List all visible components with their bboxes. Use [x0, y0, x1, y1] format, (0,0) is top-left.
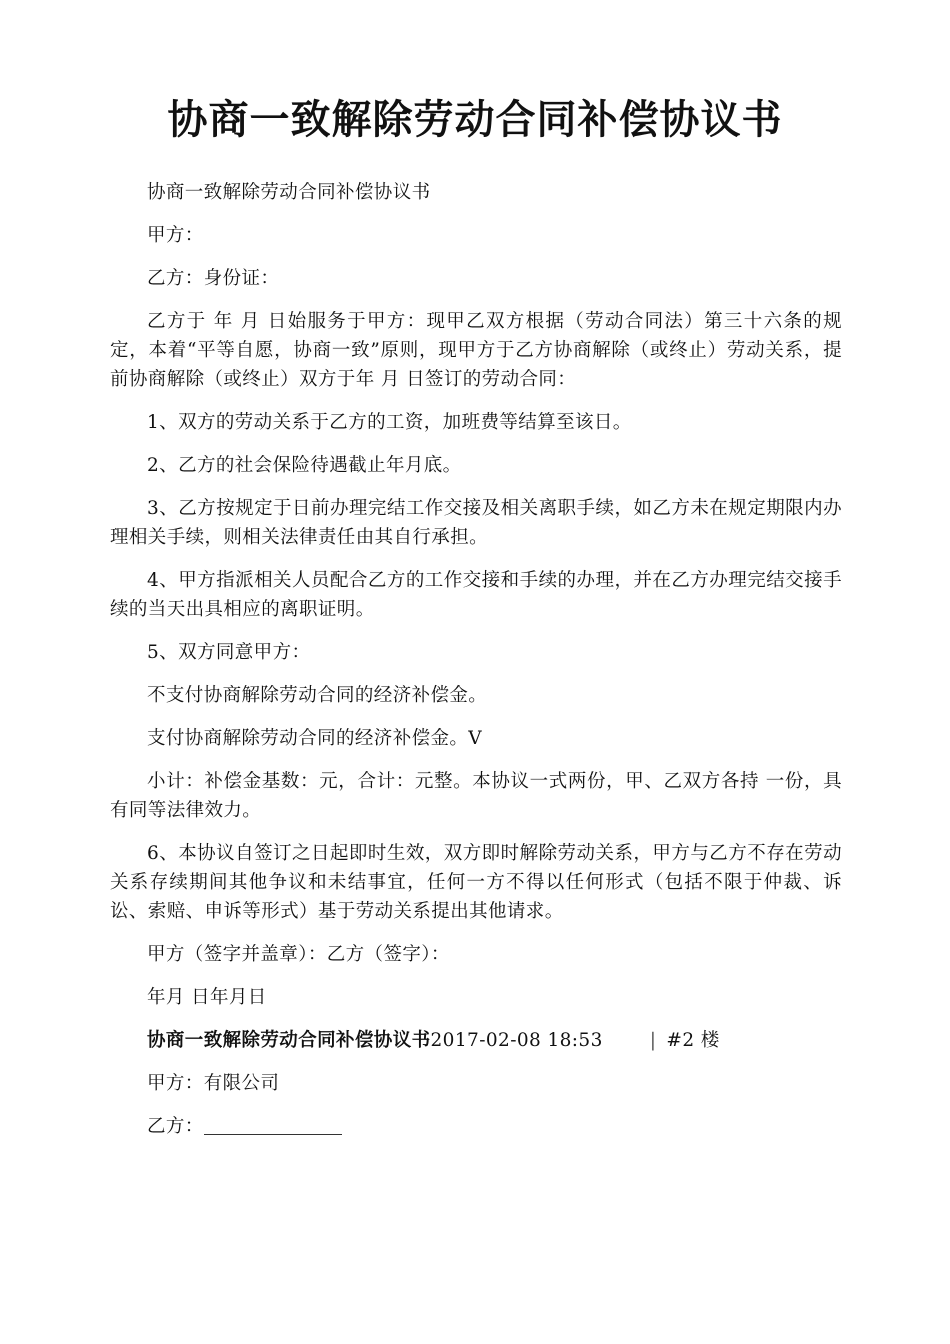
party-b-label: 乙方： — [147, 1116, 204, 1137]
post-timestamp: 2017-02-08 18:53 — [430, 1030, 603, 1051]
post-separator: | — [649, 1030, 657, 1051]
paragraph-party-a-company: 甲方：有限公司 — [147, 1073, 280, 1094]
paragraph-clause-6: 6、本协议自签订之日起即时生效，双方即时解除劳动关系，甲方与乙方不存在劳动关系存续期间其他争议和未结事宜，任何一方不得以任何形式（包括不限于仲裁、诉讼、索赔、申诉等形式）基于劳动关系提出其他请求。 — [110, 843, 842, 922]
paragraph-preamble: 乙方于 年 月 日始服务于甲方：现甲乙双方根据（劳动合同法）第三十六条的规定，本着“平等自愿，协商一致”原则，现甲方于乙方协商解除（或终止）劳动关系，提前协商解除（或终止）双方于年 月 日签订的劳动合同： — [110, 311, 842, 390]
paragraph-clause-4: 4、甲方指派相关人员配合乙方的工作交接和手续的办理，并在乙方办理完结交接手续的当天出具相应的离职证明。 — [110, 570, 842, 620]
paragraph-clause-3: 3、乙方按规定于日前办理完结工作交接及相关离职手续，如乙方未在规定期限内办理相关手续，则相关法律责任由其自行承担。 — [110, 498, 842, 548]
paragraph-dates: 年月 日年月日 — [147, 987, 267, 1008]
paragraph-subtitle: 协商一致解除劳动合同补偿协议书 — [147, 182, 431, 203]
paragraph-clause-1: 1、双方的劳动关系于乙方的工资，加班费等结算至该日。 — [147, 412, 632, 433]
paragraph-subtotal: 小计：补偿金基数：元，合计：元整。本协议一式两份，甲、乙双方各持 一份，具有同等法律效力。 — [110, 771, 842, 821]
paragraph-option-compensation: 支付协商解除劳动合同的经济补偿金。V — [147, 728, 483, 749]
document-body — [110, 178, 842, 1155]
paragraph-clause-5: 5、双方同意甲方： — [147, 642, 311, 663]
paragraph-party-b-id: 乙方：身份证： — [147, 268, 280, 289]
paragraph-party-b-blank — [110, 1112, 842, 1141]
paragraph-party-a: 甲方： — [147, 225, 204, 246]
document-title: 协商一致解除劳动合同补偿协议书 — [167, 97, 783, 143]
signature-blank-line — [204, 1116, 342, 1135]
paragraph-option-no-compensation: 不支付协商解除劳动合同的经济补偿金。 — [147, 685, 488, 706]
post-header — [110, 1026, 842, 1055]
post-floor: #2 楼 — [666, 1030, 720, 1051]
post-title: 协商一致解除劳动合同补偿协议书 — [147, 1030, 431, 1051]
paragraph-signatures: 甲方（签字并盖章）：乙方（签字）： — [147, 944, 450, 965]
paragraph-clause-2: 2、乙方的社会保险待遇截止年月底。 — [147, 455, 462, 476]
